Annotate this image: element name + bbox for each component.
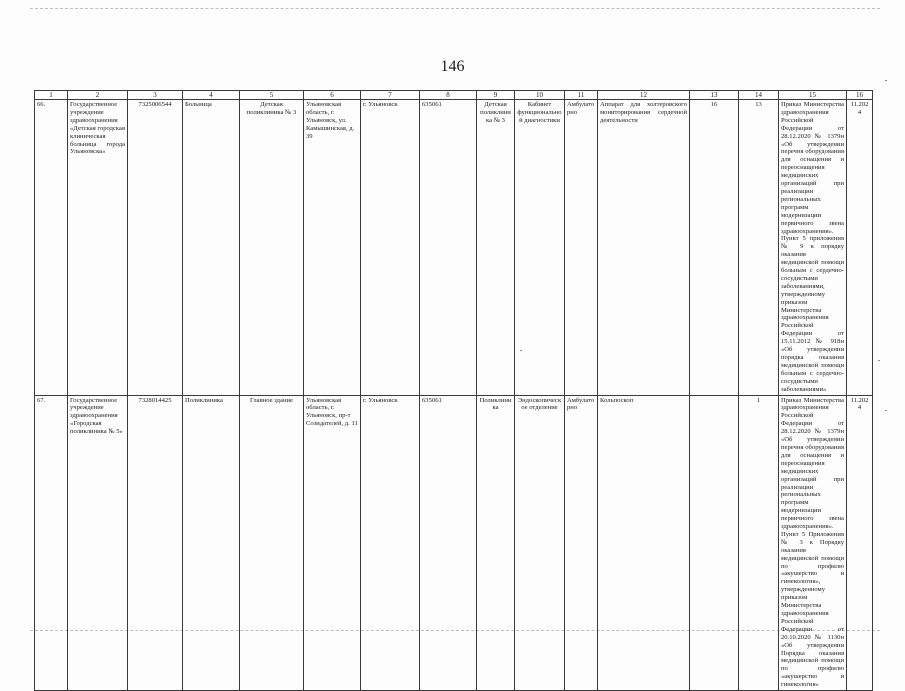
- address-cell: Ульяновская область, г. Ульяновск, пр-т Созидателей, д. 11: [304, 395, 361, 691]
- date-cell: 11.2024: [847, 100, 873, 396]
- column-number: 15: [779, 91, 847, 100]
- department-cell: Кабинет функциональной диагностики: [515, 100, 565, 396]
- scan-speck: [885, 410, 887, 411]
- scan-edge-top: [30, 8, 880, 9]
- column-number: 2: [68, 91, 128, 100]
- column-13-cell: [690, 395, 739, 691]
- row-number: 66.: [35, 100, 68, 396]
- column-number: 7: [361, 91, 420, 100]
- column-number: 3: [128, 91, 183, 100]
- equipment-table: [34, 90, 873, 691]
- city-cell: г. Ульяновск: [361, 395, 420, 691]
- legal-basis-cell: Приказ Министерства здравоохранения Российской Федерации от 28.12.2020 № 1379н «Об утверждении перечня оборудования для оснащения и переоснащения медицинских организаций при реализации региональных программ модернизации первичного звена здравоохранения». Пункт 5 приложения № 9 к порядку оказания медицинской помощи больным с сердечно-сосудистыми заболеваниями, утвержденному приказом Министерства здравоохранения Российской Федерации от 15.11.2012 № 918н «Об утверждении порядка оказания медицинской помощи больным с сердечно-сосудистыми заболеваниями»: [779, 100, 847, 396]
- facility-type-cell: Больница: [183, 100, 240, 396]
- column-number-row: [35, 91, 873, 100]
- location-cell: Поликлиника: [477, 395, 515, 691]
- column-number: 12: [598, 91, 690, 100]
- column-number: 8: [420, 91, 477, 100]
- table-row: [35, 395, 873, 691]
- column-number: 6: [304, 91, 361, 100]
- date-cell: 11.2024: [847, 395, 873, 691]
- subdivision-cell: Детская поликлиника № 3: [240, 100, 304, 396]
- column-number: 5: [240, 91, 304, 100]
- postal-code-cell: 635061: [420, 100, 477, 396]
- legal-basis-cell: Приказ Министерства здравоохранения Российской Федерации от 28.12.2020 № 1379н «Об утверждении перечня оборудования для оснащения и переоснащения медицинских организаций при реализации региональных программ модернизации первичного звена здравоохранения». Пункт 5 Приложения № 3 к Порядку оказания медицинской помощи по профилю «акушерство и гинекология», утвержденному приказом Министерства здравоохранения Российской Федерации от 20.10.2020 № 1130н «Об утверждении Порядка оказания медицинской помощи по профилю «акушерство и гинекология»: [779, 395, 847, 691]
- care-type-cell: Амбулаторно: [565, 395, 598, 691]
- department-cell: Эндоскопическое отделение: [515, 395, 565, 691]
- column-13-cell: 16: [690, 100, 739, 396]
- page-number: 146: [440, 58, 465, 75]
- scan-speck: [878, 360, 880, 361]
- address-cell: Ульяновская область, г. Ульяновск, ул. Камышинская, д. 39: [304, 100, 361, 396]
- location-cell: Детская поликлиника № 3: [477, 100, 515, 396]
- equipment-cell: Кольпоскоп: [598, 395, 690, 691]
- column-number: 10: [515, 91, 565, 100]
- subdivision-cell: Главное здание: [240, 395, 304, 691]
- table-row: [35, 100, 873, 396]
- column-number: 4: [183, 91, 240, 100]
- postal-code-cell: 635061: [420, 395, 477, 691]
- column-number: 9: [477, 91, 515, 100]
- equipment-cell: Аппарат для холтеровского мониторирования сердечной деятельности: [598, 100, 690, 396]
- care-type-cell: Амбулаторно: [565, 100, 598, 396]
- column-14-cell: 1: [739, 395, 779, 691]
- column-number: 14: [739, 91, 779, 100]
- column-14-cell: 13: [739, 100, 779, 396]
- column-number: 1: [35, 91, 68, 100]
- column-number: 13: [690, 91, 739, 100]
- row-number: 67.: [35, 395, 68, 691]
- column-number: 11: [565, 91, 598, 100]
- inn-cell: 7328014425: [128, 395, 183, 691]
- inn-cell: 7325006544: [128, 100, 183, 396]
- facility-type-cell: Поликлиника: [183, 395, 240, 691]
- column-number: 16: [847, 91, 873, 100]
- city-cell: г. Ульяновск: [361, 100, 420, 396]
- organization-cell: Государственное учреждение здравоохранения «Детская городская клиническая больница города Ульяновска»: [68, 100, 128, 396]
- organization-cell: Государственное учреждение здравоохранения «Городская поликлиника № 5»: [68, 395, 128, 691]
- scan-speck: [885, 80, 887, 81]
